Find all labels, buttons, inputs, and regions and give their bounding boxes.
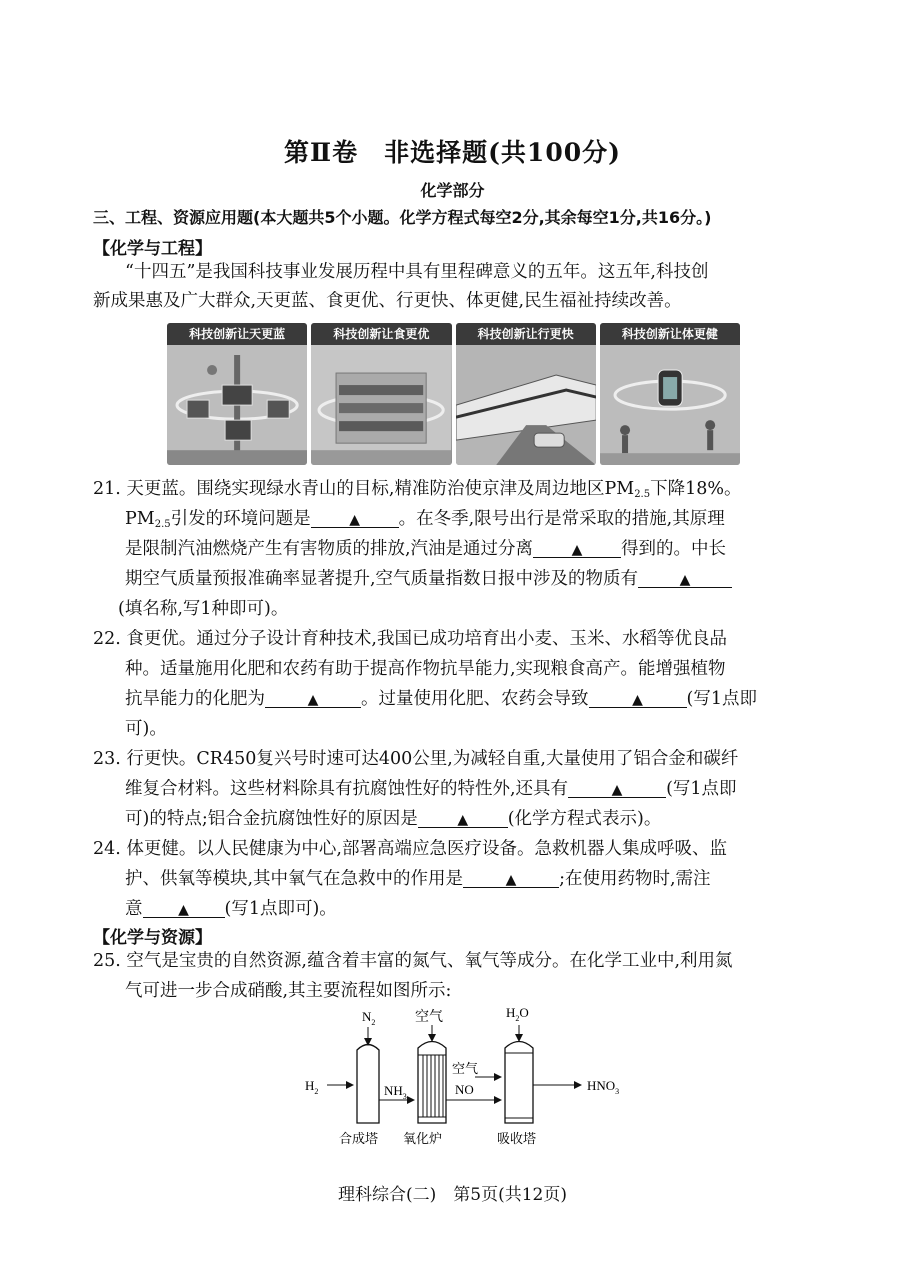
smart-band-icon [600,345,740,465]
q21-line-3: 是限制汽油燃烧产生有害物质的排放,汽油是通过分离 ▲ 得到的。中长 [125,539,727,559]
synthesis-tower [357,1045,379,1124]
section-heading: 三、工程、资源应用题(本大题共5个小题。化学方程式每空2分,其余每空1分,共16分。) [93,208,712,227]
q23-line-2: 维复合材料。这些材料除具有抗腐蚀性好的特性外,还具有 ▲ (写1点即 [125,779,737,799]
air-top-label: 空气 [415,1009,443,1025]
nh3-label: $NH_3$ [384,1083,407,1101]
air-mid-label: 空气 [452,1062,479,1077]
resources-header: 【化学与资源】 [93,928,212,948]
answer-blank[interactable]: ▲ [568,783,666,798]
h2o-label: $H_2O$ [506,1005,529,1023]
synthesis-tower-label: 合成塔 [339,1132,379,1147]
greenhouse-icon [311,345,451,465]
answer-blank[interactable]: ▲ [589,693,687,708]
answer-blank[interactable]: ▲ [638,573,732,588]
answer-blank[interactable]: ▲ [143,903,225,918]
panel-caption: 科技创新让体更健 [600,323,740,345]
answer-blank[interactable]: ▲ [533,543,621,558]
oxidation-furnace-label: 氧化炉 [403,1132,443,1147]
question-number: 21. [93,479,121,499]
q24-line-2: 护、供氧等模块,其中氧气在急救中的作用是 ▲ ;在使用药物时,需注 [125,869,711,889]
section-subtitle: 化学部分 [420,181,485,200]
panel-transport [456,323,596,465]
panel-sky [167,323,307,465]
no-label: NO [455,1082,474,1097]
absorption-tower [505,1042,533,1124]
question-number: 22. [93,629,121,649]
q21-line-4: 期空气质量预报准确率显著提升,空气质量指数日报中涉及的物质有 ▲ [125,571,732,589]
oxidation-furnace [418,1042,446,1124]
q23-line-3: 可)的特点;铝合金抗腐蚀性好的原因是 ▲ (化学方程式表示)。 [125,809,662,829]
question-number: 24. [93,839,121,859]
intro-line-1: “十四五”是我国科技事业发展历程中具有里程碑意义的五年。这五年,科技创 [125,262,709,282]
q22-line-1: 22. 食更优。通过分子设计育种技术,我国已成功培育出小麦、玉米、水稻等优良品 [93,629,727,649]
h2-label: $H_2$ [305,1078,319,1096]
n2-label: $N_2$ [362,1009,376,1027]
q23-line-1: 23. 行更快。CR450复兴号时速可达400公里,为减轻自重,大量使用了铝合金和碳纤 [93,749,739,769]
page-footer: 理科综合(二) 第5页(共12页) [338,1185,567,1205]
question-number: 23. [93,749,121,769]
absorption-tower-label: 吸收塔 [497,1132,537,1147]
q25-line-2: 气可进一步合成硝酸,其主要流程如图所示: [125,981,452,1001]
panel-caption: 科技创新让行更快 [456,323,596,345]
panel-caption: 科技创新让天更蓝 [167,323,307,345]
high-speed-train-icon [456,345,596,465]
weather-station-icon [167,345,307,465]
engineering-header: 【化学与工程】 [93,239,212,259]
q21-line-2: $PM_{2.5}$引发的环境问题是 ▲ 。在冬季,限号出行是常采取的措施,其原理 [125,509,725,530]
nitric-acid-flow-diagram [295,1005,635,1155]
q22-line-2: 种。适量施用化肥和农药有助于提高作物抗旱能力,实现粮食高产。能增强植物 [125,659,726,679]
answer-blank[interactable]: ▲ [418,813,508,828]
q22-line-4: 可)。 [125,719,167,739]
illustration-row [167,323,740,465]
q24-line-1: 24. 体更健。以人民健康为中心,部署高端应急医疗设备。急救机器人集成呼吸、监 [93,839,727,859]
panel-food [311,323,451,465]
q25-line-1: 25. 空气是宝贵的自然资源,蕴含着丰富的氮气、氧气等成分。在化学工业中,利用氮 [93,951,733,971]
panel-caption: 科技创新让食更优 [311,323,451,345]
answer-blank[interactable]: ▲ [265,693,361,708]
q22-line-3: 抗旱能力的化肥为 ▲ 。过量使用化肥、农药会导致 ▲ (写1点即 [125,689,757,709]
q24-line-3: 意 ▲ (写1点即可)。 [125,899,337,919]
q21-line-1: 21. 天更蓝。围绕实现绿水青山的目标,精准防治使京津及周边地区$PM_{2.5}$下降18%。 [93,479,742,500]
hno3-label: $HNO_3$ [587,1078,620,1096]
answer-blank[interactable]: ▲ [311,513,399,528]
panel-health [600,323,740,465]
page-title: 第Ⅱ卷 非选择题(共100分) [284,138,621,167]
answer-blank[interactable]: ▲ [463,873,559,888]
intro-line-2: 新成果惠及广大群众,天更蓝、食更优、行更快、体更健,民生福祉持续改善。 [93,291,682,311]
q21-line-5: (填名称,写1种即可)。 [118,599,289,619]
question-number: 25. [93,951,121,971]
